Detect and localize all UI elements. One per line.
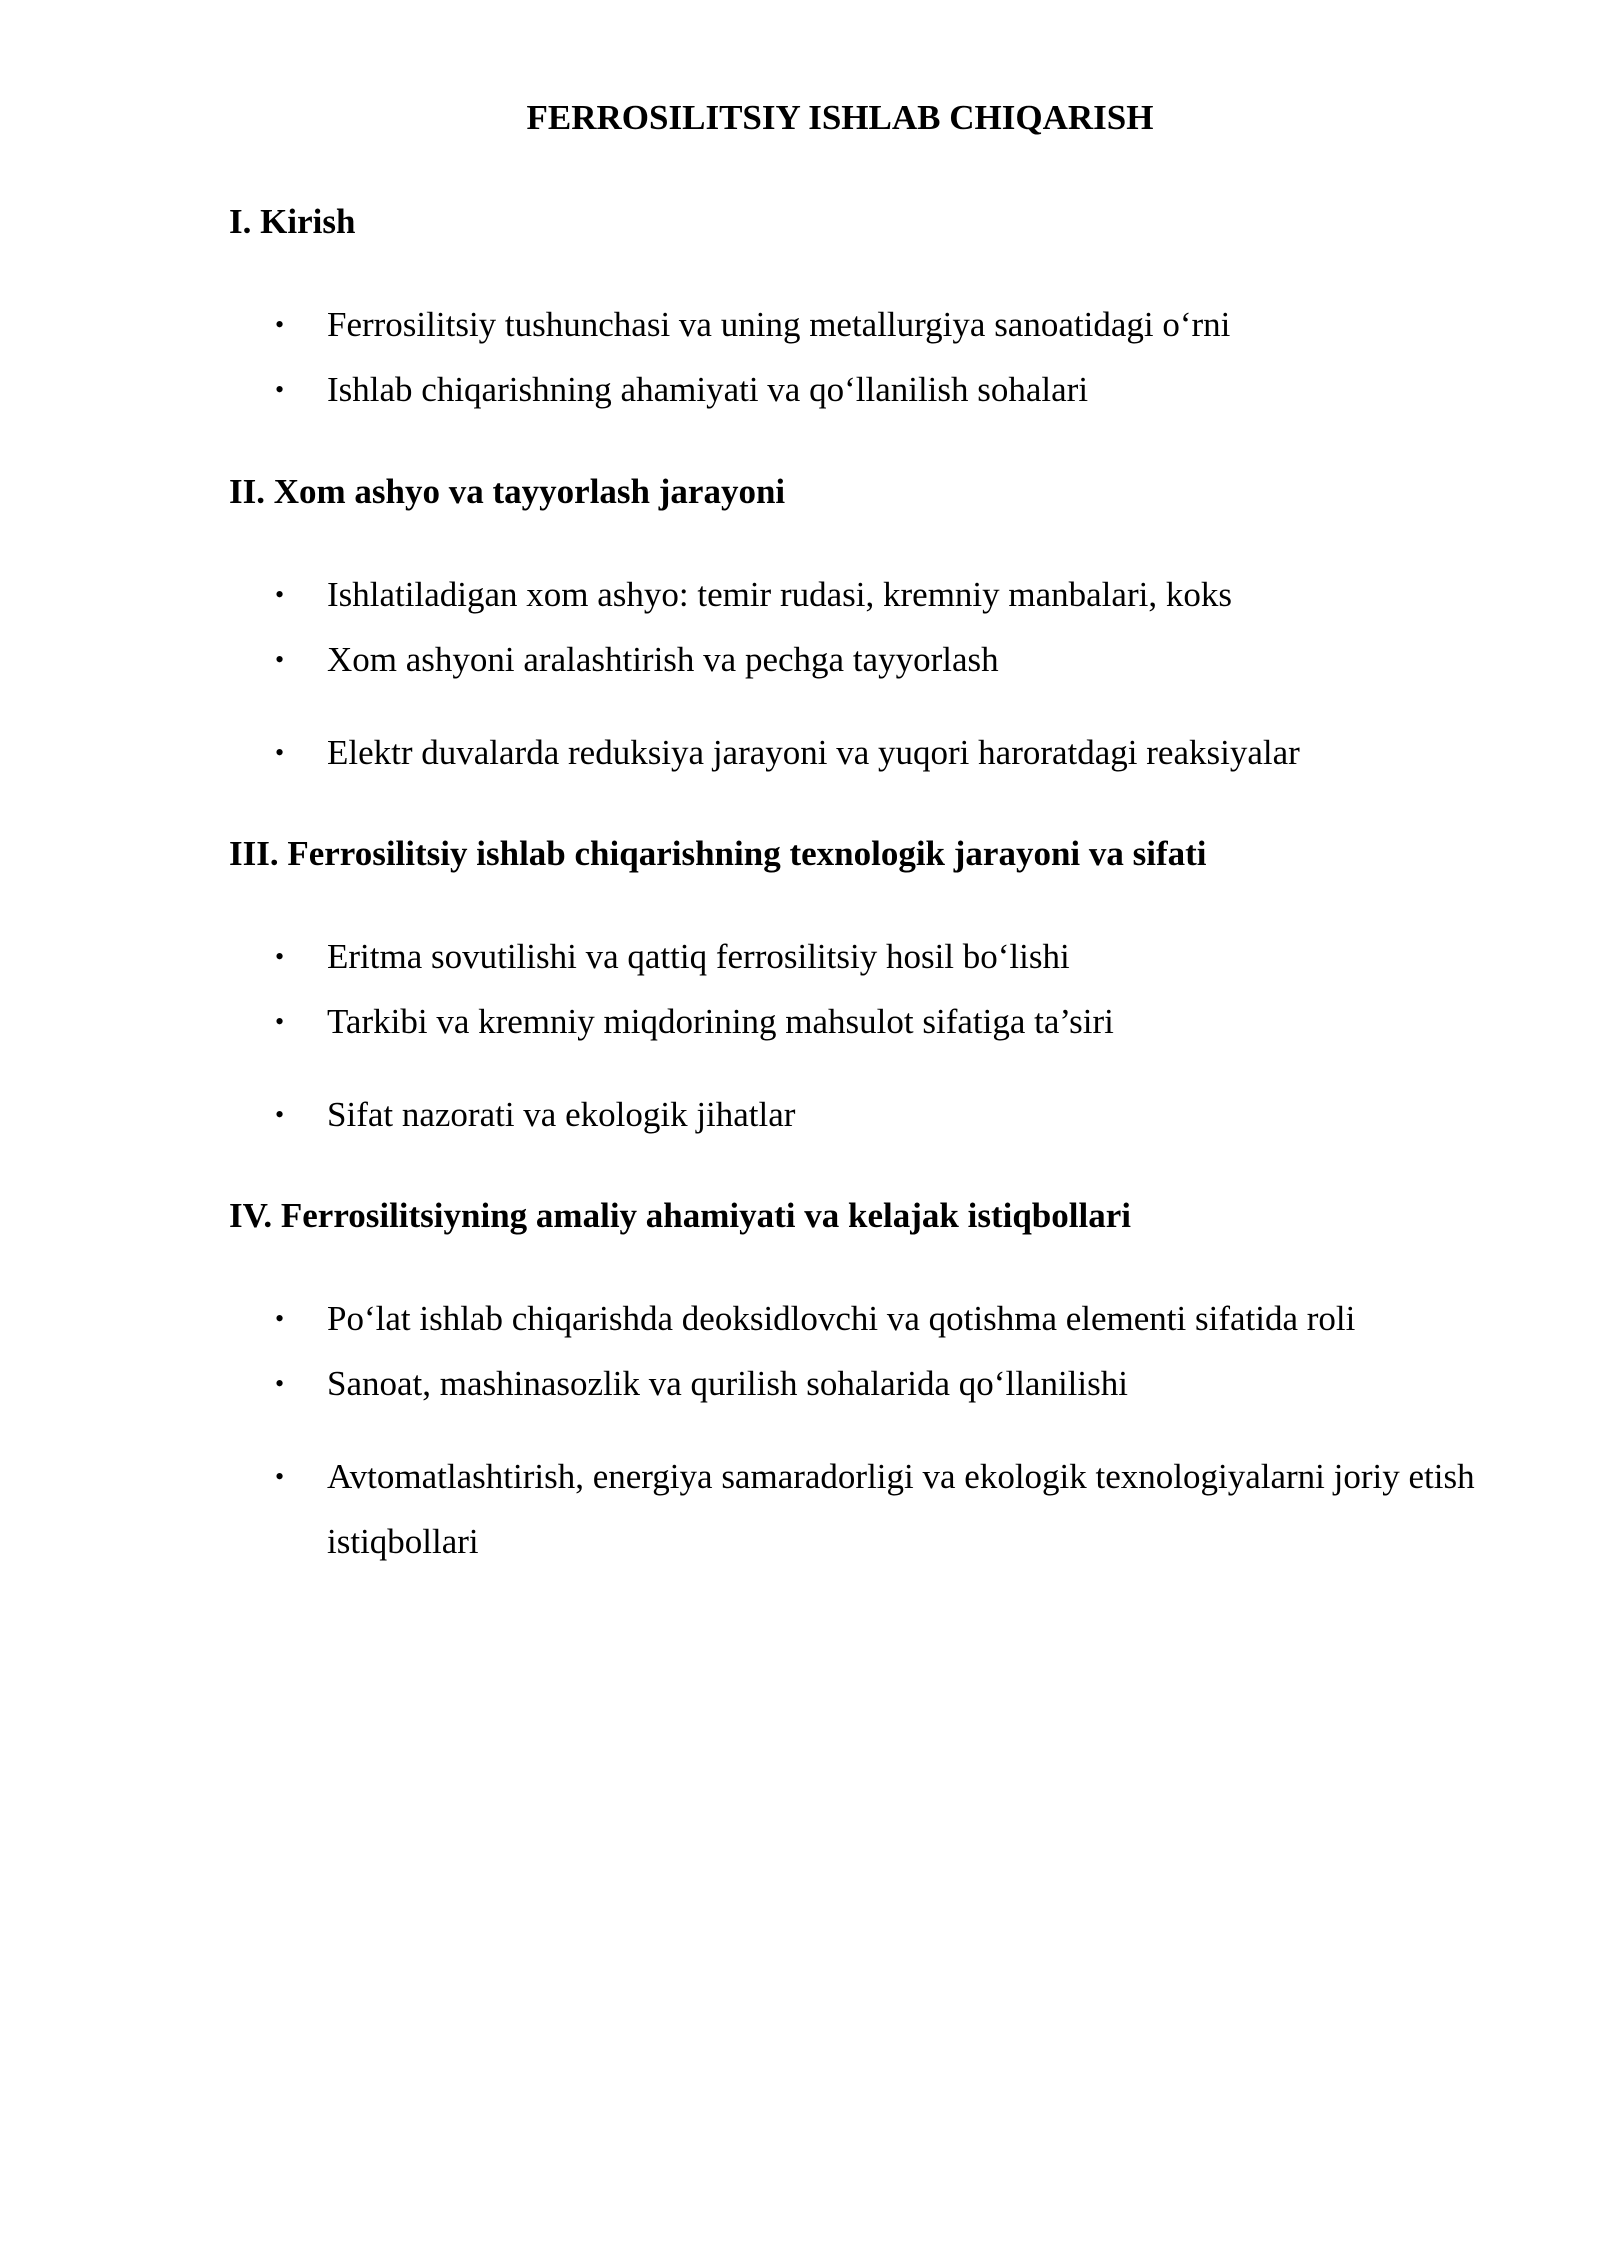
list-item-text: Ishlatiladigan xom ashyo: temir rudasi, kremniy manbalari, koks <box>327 575 1232 614</box>
bullet-icon: • <box>275 1007 285 1036</box>
bullet-icon: • <box>275 1100 285 1129</box>
list-item <box>275 989 1455 1054</box>
list-item-text: Po‘lat ishlab chiqarishda deoksidlovchi va qotishma elementi sifatida roli <box>327 1299 1356 1338</box>
bullet-icon: • <box>275 375 285 404</box>
section-heading-4: IV. Ferrosilitsiyning amaliy ahamiyati va kelajak istiqbollari <box>229 1196 1131 1235</box>
list-item <box>275 1444 1475 1574</box>
list-item <box>275 562 1455 627</box>
list-item <box>275 627 1455 692</box>
list-item-text: Sifat nazorati va ekologik jihatlar <box>327 1095 796 1134</box>
section-heading-1: I. Kirish <box>229 202 356 241</box>
list-item-text: Ishlab chiqarishning ahamiyati va qo‘llanilish sohalari <box>327 370 1089 409</box>
list-item <box>275 292 1455 357</box>
bullet-icon: • <box>275 645 285 674</box>
bullet-icon: • <box>275 942 285 971</box>
document-title: FERROSILITSIY ISHLAB CHIQARISH <box>526 98 1154 137</box>
list-item <box>275 1351 1455 1416</box>
list-item <box>275 1082 1455 1147</box>
bullet-icon: • <box>275 1369 285 1398</box>
list-item <box>275 1286 1455 1351</box>
list-item-text: Xom ashyoni aralashtirish va pechga tayyorlash <box>327 640 999 679</box>
bullet-icon: • <box>275 1304 285 1333</box>
bullet-icon: • <box>275 1462 285 1491</box>
bullet-icon: • <box>275 738 285 767</box>
section-heading-2: II. Xom ashyo va tayyorlash jarayoni <box>229 472 786 511</box>
list-item <box>275 357 1455 422</box>
list-item <box>275 720 1455 785</box>
section-heading-3: III. Ferrosilitsiy ishlab chiqarishning texnologik jarayoni va sifati <box>229 834 1207 873</box>
bullet-icon: • <box>275 310 285 339</box>
list-item-text: Elektr duvalarda reduksiya jarayoni va yuqori haroratdagi reaksiyalar <box>327 733 1300 772</box>
list-item <box>275 924 1455 989</box>
bullet-icon: • <box>275 580 285 609</box>
list-item-text: Tarkibi va kremniy miqdorining mahsulot sifatiga ta’siri <box>327 1002 1114 1041</box>
list-item-text: Avtomatlashtirish, energiya samaradorligi va ekologik texnologiyalarni joriy etish istiqbollari <box>327 1457 1475 1561</box>
list-item-text: Eritma sovutilishi va qattiq ferrosilitsiy hosil bo‘lishi <box>327 937 1070 976</box>
list-item-text: Ferrosilitsiy tushunchasi va uning metallurgiya sanoatidagi o‘rni <box>327 305 1231 344</box>
list-item-text: Sanoat, mashinasozlik va qurilish sohalarida qo‘llanilishi <box>327 1364 1128 1403</box>
